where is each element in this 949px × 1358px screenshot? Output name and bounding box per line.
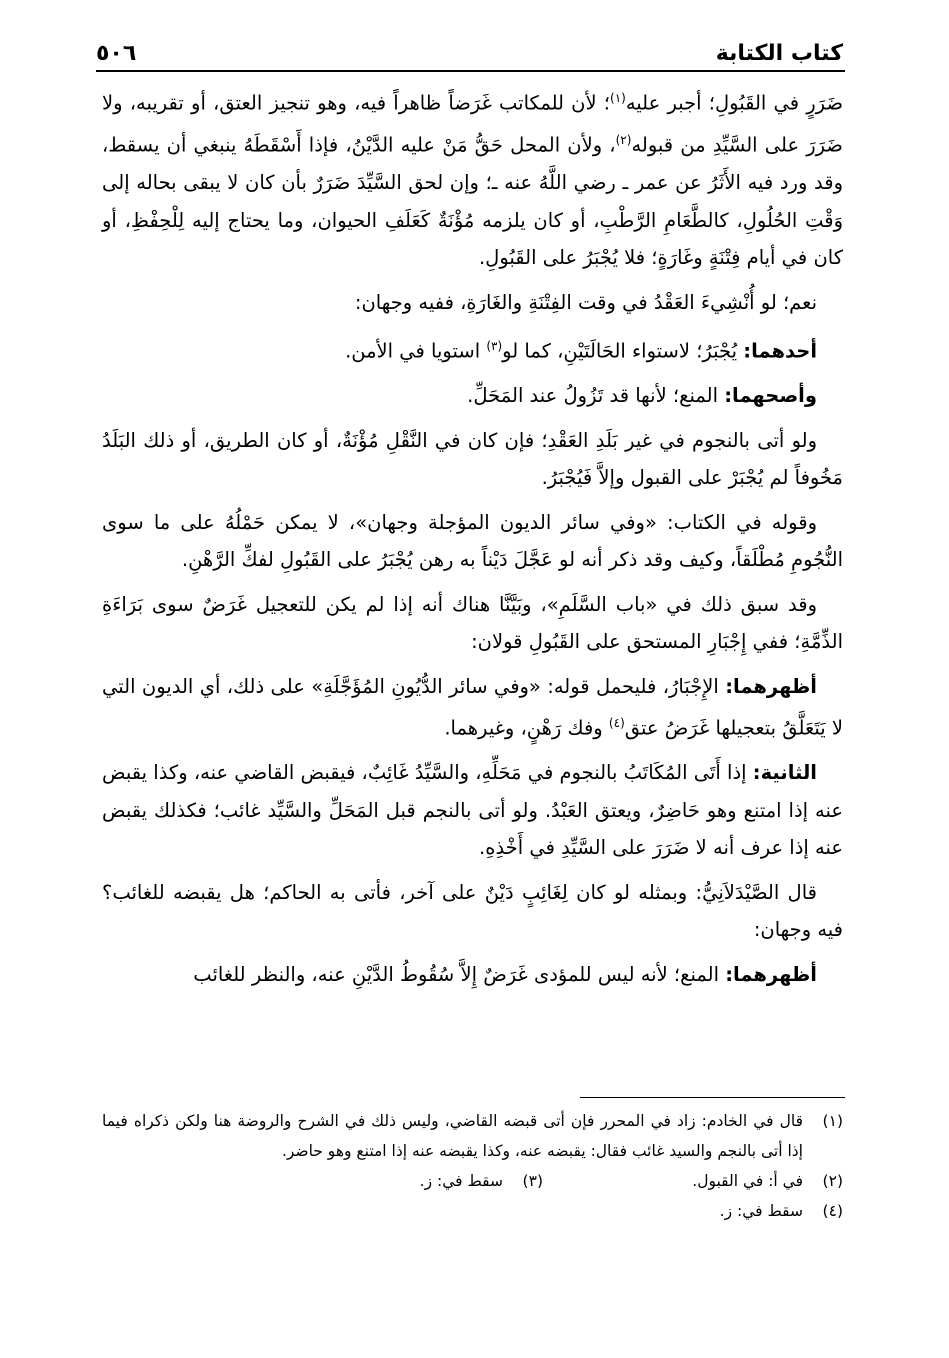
footnote-number: (٣)	[522, 1172, 543, 1190]
paragraph-4: وأصحهما: المنع؛ لأنها قد تَزُولُ عند المَحَلِّ.	[467, 384, 817, 407]
footnote-2	[543, 1166, 843, 1196]
paragraph-9: الثانية: إذا أَتَى المُكَاتَبُ بالنجوم في مَحَلِّهِ، والسَّيِّدُ غَائِبٌ، فيقبض القاضي عنه، وكذا يقبض عنه إذا امتنع وهو حَاضِرٌ، ويعتق العَبْدُ. ولو أتى بالنجم قبل المَحَلِّ والسَّيِّد غائب؛ فكذلك يقبض عنه إذا عرف أنه لا ضَرَرَ على السَّيِّدِ في أَخْذِهِ.	[102, 761, 843, 859]
footnote-text: في أ: في القبول.	[692, 1172, 803, 1190]
chapter-title: كتاب الكتابة	[715, 41, 843, 66]
paragraph-1: ضَرَرٍ في القَبُولِ؛ أجبر عليه$^{(١)}$؛ لأن للمكاتب غَرَضاً ظاهراً فيه، وهو تنجيز العتق، أو تقريبه، ولا ضَرَرَ على السَّيِّدِ من قبوله$^{(٢)}$، ولأن المحل حَقُّ مَنْ عليه الدَّيْنُ، فإذا أَسْقَطَهُ ينبغي أن يسقط، وقد ورد فيه الأَثَرُ عن عمر ـ رضي اللَّهُ عنه ـ؛ وإن لحق السَّيِّدَ ضَرَرٌ بأن كان لا يبقى بحاله إلى وَقْتِ الحُلُولِ، كالطَّعَامِ الرَّطْبِ، أو كان يلزمه مُؤْنَةٌ كَعَلَفِ الحيوان، وما يحتاج إليه لِلْحِفْظِ، أو كان في أيام فِتْنَةٍ وغَارَةٍ؛ فلا يُجْبَرُ على القَبُولِ.	[102, 91, 843, 269]
paragraph-label: أظهرهما:	[725, 674, 817, 698]
footnote-text: قال في الخادم: زاد في المحرر فإن أتى قبضه القاضي، وليس ذلك في الشرح والروضة هنا ولكن ذكراه فيما إذا أتى بالنجم والسيد غائب فقال: يقبضه عنه، وكذا يقبضه عنه إذا امتنع وهو حاضر.	[102, 1112, 803, 1160]
header-rule	[96, 70, 845, 72]
footnote-text: سقط في: ز.	[719, 1202, 803, 1220]
footnote-row	[102, 1166, 843, 1196]
footnote-4	[102, 1196, 843, 1226]
footnote-3	[243, 1166, 543, 1196]
paragraph-label: أحدهما:	[743, 339, 817, 363]
paragraph-3: أحدهما: يُجْبَرُ؛ لاستواء الحَالَتَيْنِ، كما لو$^{(٣)}$ استويا في الأمن.	[345, 339, 817, 363]
paragraph-8: أظهرهما: الإِجْبَارُ، فليحمل قوله: «وفي سائر الدُّيُونِ المُؤَجَّلَةِ» على ذلك، أي الديون التي لا يَتَعَلَّقُ بتعجيلها غَرَضُ عتق$^{(٤)}$ وفك رَهْنٍ، وغيرهما.	[102, 674, 843, 740]
footnote-1	[102, 1106, 843, 1166]
footnotes	[102, 1106, 843, 1226]
footnote-number: (١)	[822, 1112, 843, 1130]
main-text	[102, 80, 843, 1000]
paragraph-label: أظهرهما:	[725, 962, 817, 986]
footnote-text: سقط في: ز.	[419, 1172, 503, 1190]
paragraph-11: أظهرهما: المنع؛ لأنه ليس للمؤدى غَرَضٌ إِلاَّ سُقُوطُ الدَّيْنِ عنه، والنظر للغائب	[193, 962, 817, 986]
footnote-ref-2: (٢)	[615, 133, 632, 147]
paragraph-10: قال الصَّيْدَلاَنِيُّ: وبمثله لو كان لِغَائِبٍ دَيْنٌ على آخر، فأتى به الحاكم؛ هل يقبضه للغائب؟ فيه وجهان:	[102, 880, 843, 941]
footnote-number: (٢)	[822, 1172, 843, 1190]
paragraph-6: وقوله في الكتاب: «وفي سائر الديون المؤجلة وجهان»، لا يمكن حَمْلُهُ على ما سوى النُّجُومِ مُطْلَقاً، وكيف وقد ذكر أنه لو عَجَّلَ دَيْناً به رهن يُجْبَرُ على القَبُولِ لفكِّ الرَّهْنِ.	[102, 510, 843, 571]
footnote-number: (٤)	[822, 1202, 843, 1220]
footnote-ref-1: (١)	[610, 91, 626, 105]
paragraph-2: نعم؛ لو أُنْشِيءَ العَقْدُ في وقت الفِتْنَةِ والغَارَةِ، ففيه وجهان:	[354, 290, 817, 314]
paragraph-7: وقد سبق ذلك في «باب السَّلَمِ»، وبَيَّنَّا هناك أنه إذا لم يكن للتعجيل غَرَضٌ سوى بَرَاءَةِ الذِّمَّةِ؛ ففي إِجْبَارِ المستحق على القَبُولِ قولان:	[102, 592, 843, 653]
paragraph-label: وأصحهما:	[724, 384, 817, 407]
paragraph-label: الثانية:	[752, 761, 817, 784]
paragraph-5: ولو أتى بالنجوم في غير بَلَدِ العَقْدِ؛ فإن كان في النَّقْلِ مُؤْنَةٌ، أو كان الطريق، أو ذلك البَلَدُ مَخُوفاً لم يُجْبَرْ على القبول وإلاَّ فَيُجْبَرُ.	[102, 428, 843, 489]
footnote-rule	[580, 1097, 845, 1098]
running-head	[96, 30, 843, 66]
footnote-ref-4: (٤)	[608, 716, 625, 730]
page-number: ٥٠٦	[96, 41, 137, 66]
footnote-ref-3: (٣)	[486, 339, 503, 353]
